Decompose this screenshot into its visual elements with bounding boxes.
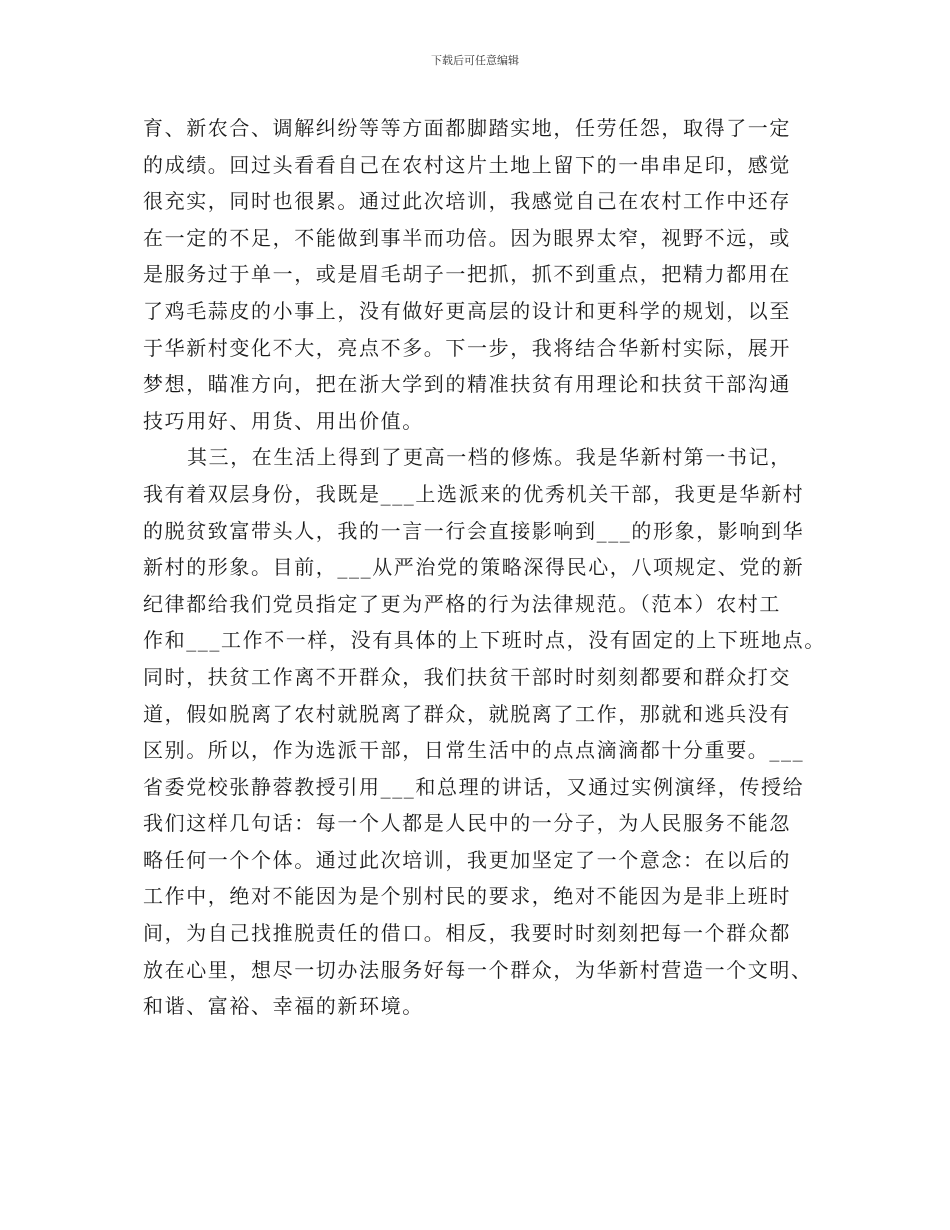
text-line: 道，假如脱离了农村就脱离了群众，就脱离了工作，那就和逃兵没有	[143, 701, 791, 726]
text-line: 间，为自己找推脱责任的借口。相反，我要时时刻刻把每一个群众都	[143, 921, 791, 946]
text-line: 和谐、富裕、幸福的新环境。	[143, 994, 424, 1019]
text-line: 新村的形象。目前，___从严治党的策略深得民心，八项规定、党的新	[143, 555, 805, 580]
text-line: 作和___工作不一样，没有具体的上下班时点，没有固定的上下班地点。	[143, 628, 826, 653]
text-line: 育、新农合、调解纠纷等等方面都脚踏实地，任劳任怨，取得了一定	[143, 116, 791, 140]
text-line: 梦想，瞄准方向，把在浙大学到的精准扶贫有用理论和扶贫干部沟通	[143, 372, 791, 397]
text-line: 的脱贫致富带头人，我的一言一行会直接影响到___的形象，影响到华	[143, 518, 805, 543]
document-body	[143, 110, 826, 1025]
text-line: 我有着双层身份，我既是___上选派来的优秀机关干部，我更是华新村	[143, 481, 805, 506]
text-line: 了鸡毛蒜皮的小事上，没有做好更高层的设计和更科学的规划，以至	[143, 298, 791, 323]
text-line: 区别。所以，作为选派干部，日常生活中的点点滴滴都十分重要。___	[143, 738, 805, 763]
paragraph	[143, 439, 826, 1025]
text-line: 是服务过于单一，或是眉毛胡子一把抓，抓不到重点，把精力都用在	[143, 262, 791, 287]
text-line: 同时，扶贫工作离不开群众，我们扶贫干部时时刻刻都要和群众打交	[143, 664, 791, 689]
text-line: 在一定的不足，不能做到事半而功倍。因为眼界太窄，视野不远，或	[143, 225, 791, 250]
text-line: 的成绩。回过头看看自己在农村这片土地上留下的一串串足印，感觉	[143, 152, 791, 177]
text-line: 于华新村变化不大，亮点不多。下一步，我将结合华新村实际，展开	[143, 335, 791, 360]
page-header-note: 下载后可任意编辑	[431, 54, 519, 67]
text-line: 很充实，同时也很累。通过此次培训，我感觉自己在农村工作中还存	[143, 189, 791, 214]
text-line: 工作中，绝对不能因为是个别村民的要求，绝对不能因为是非上班时	[143, 884, 791, 909]
text-line: 其三，在生活上得到了更高一档的修炼。我是华新村第一书记，	[187, 445, 792, 470]
text-line: 我们这样几句话：每一个人都是人民中的一分子，为人民服务不能忽	[143, 811, 791, 836]
text-line: 技巧用好、用货、用出价值。	[143, 408, 424, 433]
text-line: 放在心里，想尽一切办法服务好每一个群众，为华新村营造一个文明、	[143, 957, 813, 982]
text-line: 略任何一个个体。通过此次培训，我更加坚定了一个意念：在以后的	[143, 847, 791, 872]
text-line: 省委党校张静蓉教授引用___和总理的讲话，又通过实例演绎，传授给	[143, 774, 805, 799]
text-line: 纪律都给我们党员指定了更为严格的行为法律规范。（范本）农村工	[143, 591, 781, 616]
paragraph	[143, 110, 823, 439]
